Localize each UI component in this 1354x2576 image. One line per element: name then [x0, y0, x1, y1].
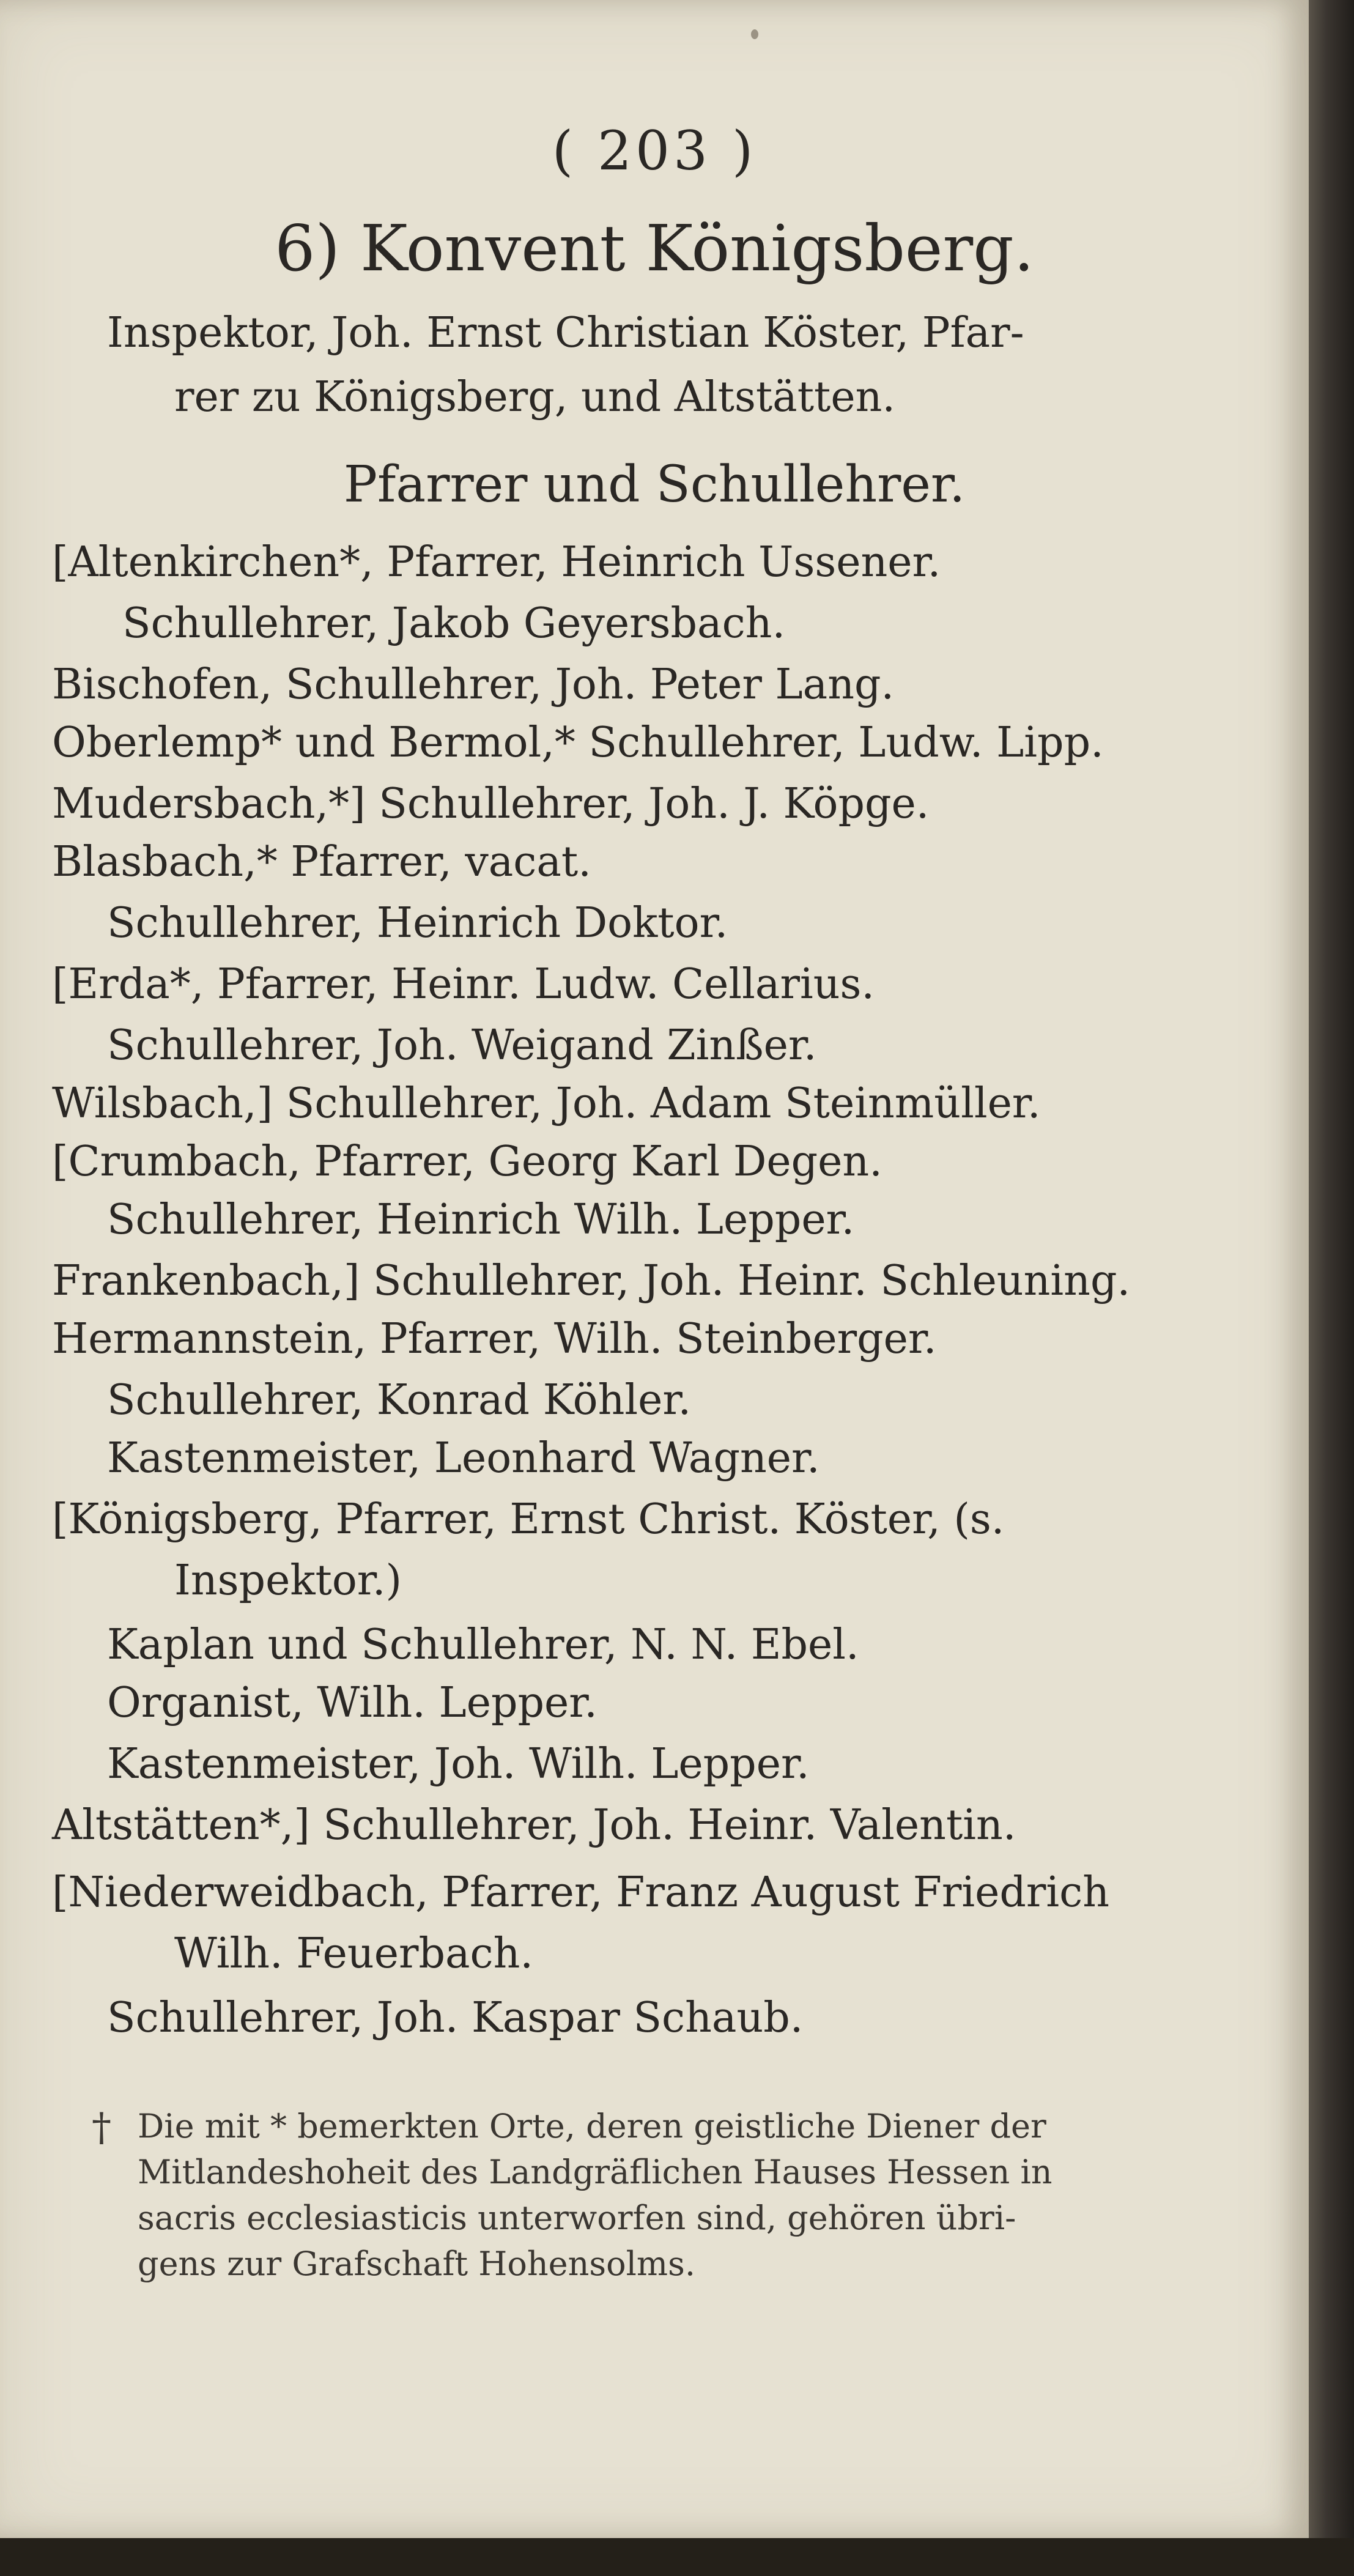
subheading: Pfarrer und Schullehrer.: [343, 456, 966, 514]
entry-line: Schullehrer, Heinrich Wilh. Lepper.: [107, 1196, 855, 1244]
entry-line: Altstätten*,] Schullehrer, Joh. Heinr. Valentin.: [52, 1801, 1016, 1849]
page-number: ( 203 ): [552, 119, 757, 182]
entry-line: Blasbach,* Pfarrer, vacat.: [52, 838, 591, 886]
entry-line: Schullehrer, Joh. Kaspar Schaub.: [107, 1994, 804, 2042]
entry-line: [Königsberg, Pfarrer, Ernst Christ. Köster, (s.: [52, 1495, 1005, 1544]
entry-line: [Altenkirchen*, Pfarrer, Heinrich Ussener.: [52, 538, 941, 587]
entry-line: Schullehrer, Jakob Geyersbach.: [122, 599, 786, 648]
section-title: 6) Konvent Königsberg.: [275, 211, 1034, 286]
entry-line: Kastenmeister, Leonhard Wagner.: [107, 1434, 820, 1482]
entry-line: Frankenbach,] Schullehrer, Joh. Heinr. Schleuning.: [52, 1257, 1131, 1305]
entry-line: [Erda*, Pfarrer, Heinr. Ludw. Cellarius.: [52, 960, 875, 1009]
ink-spot: [751, 29, 758, 39]
entry-line: Wilsbach,] Schullehrer, Joh. Adam Steinmüller.: [52, 1079, 1041, 1128]
entry-line: Schullehrer, Heinrich Doktor.: [107, 899, 728, 947]
entry-line: [Crumbach, Pfarrer, Georg Karl Degen.: [52, 1138, 882, 1186]
page-edge: [1309, 0, 1354, 2576]
entry-line: Bischofen, Schullehrer, Joh. Peter Lang.: [52, 661, 895, 709]
entry-line: Mudersbach,*] Schullehrer, Joh. J. Köpge.: [52, 780, 930, 828]
entry-line: Wilh. Feuerbach.: [174, 1930, 534, 1978]
footnote-line: sacris ecclesiasticis unterworfen sind, gehören übri-: [138, 2199, 1016, 2237]
entry-line: Kaplan und Schullehrer, N. N. Ebel.: [107, 1621, 859, 1669]
bottom-edge: [0, 2538, 1354, 2576]
footnote-line: Mitlandeshoheit des Landgräflichen Hauses Hessen in: [138, 2153, 1052, 2191]
entry-line: Inspektor.): [174, 1556, 402, 1605]
footnote-line: Die mit * bemerkten Orte, deren geistliche Diener der: [138, 2107, 1046, 2145]
inspector-line-2: rer zu Königsberg, und Altstätten.: [174, 373, 896, 421]
entry-line: Organist, Wilh. Lepper.: [107, 1679, 597, 1727]
entry-line: [Niederweidbach, Pfarrer, Franz August Friedrich: [52, 1868, 1110, 1917]
footnote-marker: †: [92, 2105, 111, 2150]
entry-line: Hermannstein, Pfarrer, Wilh. Steinberger.: [52, 1315, 937, 1363]
entry-line: Schullehrer, Joh. Weigand Zinßer.: [107, 1021, 817, 1070]
entry-line: Oberlemp* und Bermol,* Schullehrer, Ludw. Lipp.: [52, 719, 1104, 767]
entry-line: Schullehrer, Konrad Köhler.: [107, 1376, 692, 1424]
footnote-line: gens zur Grafschaft Hohensolms.: [138, 2245, 695, 2283]
entry-line: Kastenmeister, Joh. Wilh. Lepper.: [107, 1740, 810, 1788]
inspector-line-1: Inspektor, Joh. Ernst Christian Köster, Pfar-: [107, 309, 1024, 357]
